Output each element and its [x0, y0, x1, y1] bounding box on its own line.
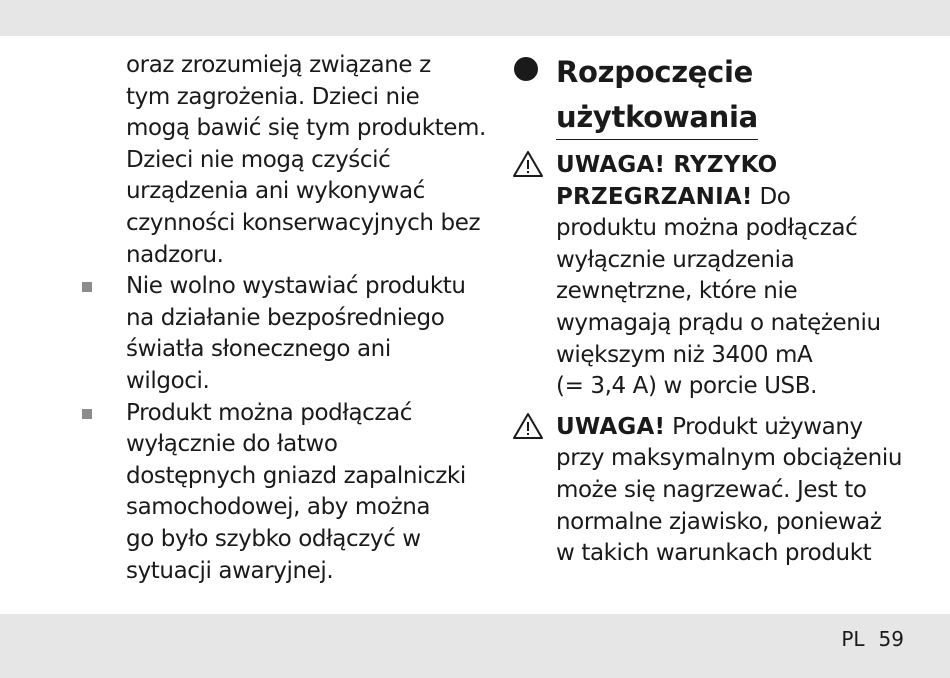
section-heading: [512, 50, 912, 140]
square-bullet-icon: [82, 282, 92, 292]
warning-keyword: UWAGA!: [556, 413, 666, 440]
text-line: sytuacji awaryjnej.: [126, 557, 334, 584]
overheating-warning: [512, 150, 912, 403]
text-line: wyłącznie do łatwo: [126, 431, 338, 458]
text-line: produktu można podłączać: [556, 215, 858, 242]
text-line: na działanie bezpośredniego: [126, 304, 445, 331]
warning-text: Produkt używany: [665, 413, 863, 440]
text-line: urządzenia ani wykonywać: [126, 178, 425, 205]
text-line: większym niż 3400 mA: [556, 341, 813, 368]
text-line: tym zagrożenia. Dzieci nie: [126, 83, 420, 110]
left-column: [82, 50, 486, 587]
text-line: wyłącznie urządzenia: [556, 246, 795, 273]
warning-text: Do: [752, 183, 791, 210]
text-line: przy maksymalnym obciążeniu: [556, 445, 903, 472]
text-line: mogą bawić się tym produktem.: [126, 115, 486, 142]
text-line: Produkt można podłączać: [126, 399, 413, 426]
text-line: oraz zrozumieją związane z: [126, 52, 431, 78]
text-line: wymagają prądu o natężeniu: [556, 309, 881, 336]
text-line: Nie wolno wystawiać produktu: [126, 273, 466, 300]
text-line: dostępnych gniazd zapalniczki: [126, 462, 466, 489]
warning-keyword: PRZEGRZANIA!: [556, 183, 753, 210]
text-line: samochodowej, aby można: [126, 494, 431, 521]
heading-line: użytkowania: [556, 97, 758, 140]
page-number: 59: [878, 627, 904, 651]
text-line: wilgoci.: [126, 367, 210, 394]
warning-keyword: UWAGA! RYZYKO: [556, 152, 778, 178]
text-line: może się nagrzewać. Jest to: [556, 476, 867, 503]
warning-triangle-icon: [512, 150, 544, 178]
text-line: (= 3,4 A) w porcie USB.: [556, 373, 818, 400]
heat-warning: [512, 412, 912, 570]
heading-dot-icon: [514, 57, 538, 81]
text-line: Dzieci nie mogą czyścić: [126, 146, 391, 173]
right-column: [512, 50, 912, 570]
language-code: PL: [841, 627, 865, 651]
continued-paragraph: [82, 50, 486, 271]
text-line: czynności konserwacyjnych bez: [126, 209, 481, 236]
heading-line: Rozpoczęcie: [556, 55, 754, 89]
bullet-item-socket: [82, 398, 482, 588]
page-footer: [841, 627, 904, 651]
bullet-item-sunlight: [82, 271, 482, 397]
text-line: zewnętrzne, które nie: [556, 278, 798, 305]
text-line: nadzoru.: [126, 241, 224, 268]
bottom-band: [0, 614, 950, 678]
text-line: normalne zjawisko, ponieważ: [556, 508, 882, 535]
warning-triangle-icon: [512, 412, 544, 440]
text-line: w takich warunkach produkt: [556, 540, 872, 567]
text-line: światła słonecznego ani: [126, 336, 391, 363]
top-band: [0, 0, 950, 36]
square-bullet-icon: [82, 409, 92, 419]
text-line: go było szybko odłączyć w: [126, 525, 421, 552]
